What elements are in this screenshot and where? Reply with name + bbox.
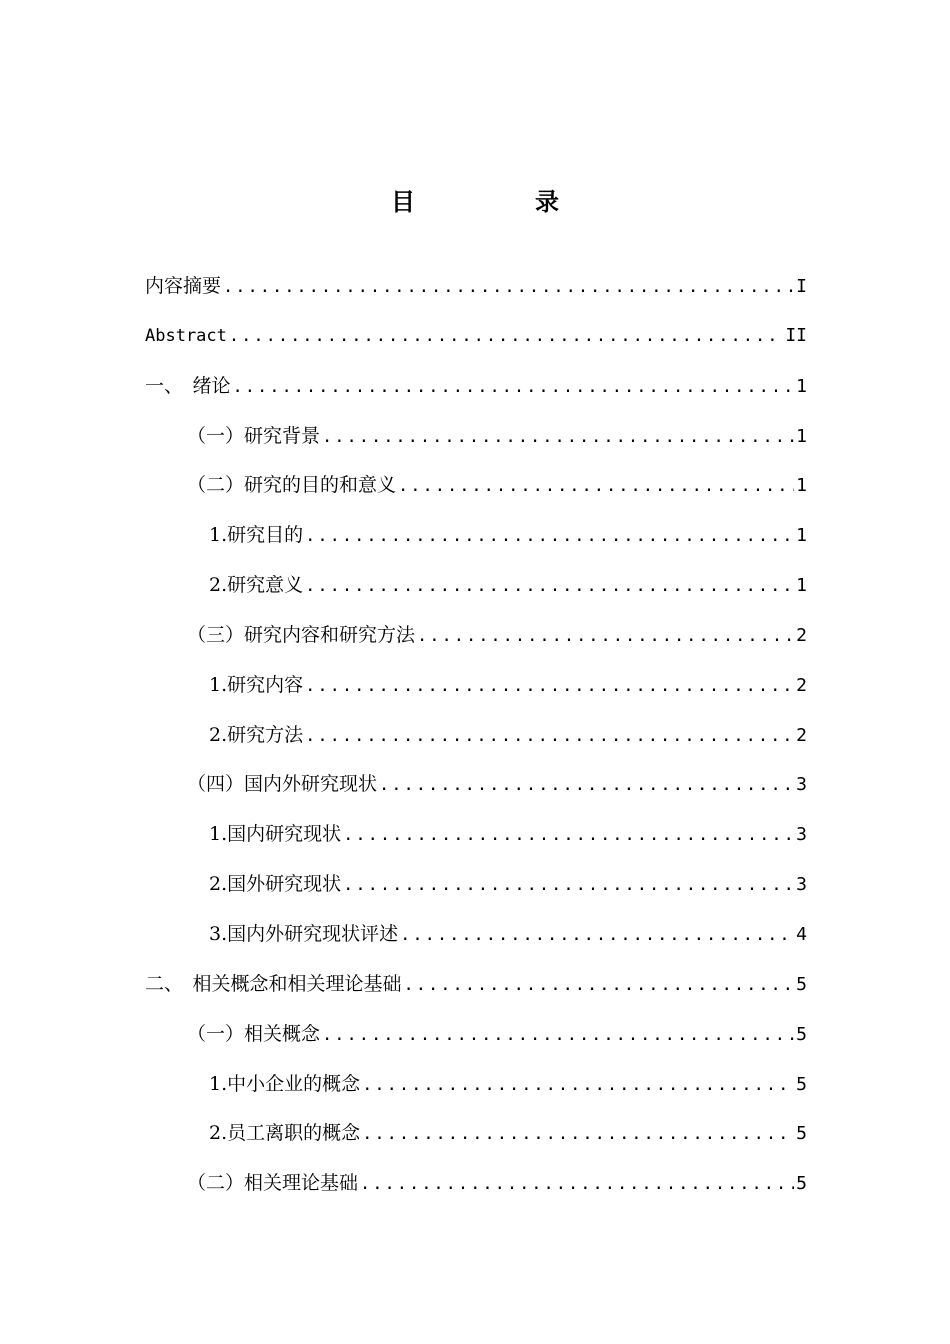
toc-entry[interactable]	[145, 515, 807, 565]
toc-entry-label: 2.研究意义	[209, 574, 304, 597]
toc-entry[interactable]	[145, 864, 807, 914]
table-of-contents	[145, 266, 807, 1213]
toc-entry[interactable]	[145, 615, 807, 665]
toc-entry[interactable]	[145, 715, 807, 765]
toc-entry-page-number: 3	[796, 824, 807, 846]
toc-entry-page-number: 1	[796, 375, 807, 397]
toc-dot-leader	[305, 516, 794, 556]
toc-dot-leader	[322, 417, 794, 457]
toc-entry-label: 2.国外研究现状	[209, 873, 342, 896]
toc-entry-page-number: 5	[796, 1173, 807, 1195]
toc-entry-page-number: 3	[796, 874, 807, 896]
toc-entry-label: 2.研究方法	[209, 723, 304, 746]
toc-entry-label: 一、 绪论	[145, 374, 231, 397]
toc-entry[interactable]	[145, 1064, 807, 1114]
toc-entry-page-number: 1	[796, 425, 807, 447]
toc-entry[interactable]	[145, 366, 807, 416]
toc-entry[interactable]	[145, 964, 807, 1014]
toc-entry-label: （四）国内外研究现状	[187, 773, 378, 796]
toc-dot-leader	[343, 865, 794, 905]
toc-entry[interactable]	[145, 1113, 807, 1163]
toc-entry-page-number: 2	[796, 624, 807, 646]
toc-entry-label: （二）相关理论基础	[187, 1172, 359, 1195]
toc-dot-leader	[360, 1164, 794, 1204]
toc-entry-label: 1.研究目的	[209, 524, 304, 547]
toc-entry-label: （一）研究背景	[187, 424, 321, 447]
toc-dot-leader	[417, 616, 794, 656]
toc-dot-leader	[379, 765, 794, 805]
toc-entry-page-number: 5	[796, 1073, 807, 1095]
toc-entry-label: 1.研究内容	[209, 673, 304, 696]
toc-entry-label: 1.中小企业的概念	[209, 1072, 361, 1095]
toc-dot-leader	[404, 965, 795, 1005]
toc-entry-label: （一）相关概念	[187, 1022, 321, 1045]
toc-entry-page-number: 4	[796, 923, 807, 945]
toc-entry-label: 2.员工离职的概念	[209, 1122, 361, 1145]
toc-dot-leader	[343, 815, 794, 855]
toc-entry-label: 二、 相关概念和相关理论基础	[145, 972, 402, 995]
toc-dot-leader	[398, 466, 794, 506]
toc-dot-leader	[362, 1065, 794, 1105]
toc-entry-page-number: 1	[796, 475, 807, 497]
toc-dot-leader	[233, 367, 795, 407]
toc-entry-page-number: 5	[796, 1123, 807, 1145]
toc-entry[interactable]	[145, 764, 807, 814]
toc-entry-label: 3.国内外研究现状评述	[209, 922, 399, 945]
toc-entry-page-number: 5	[796, 973, 807, 995]
toc-entry-page-number: 5	[796, 1023, 807, 1045]
toc-entry[interactable]	[145, 565, 807, 615]
toc-entry-page-number: 1	[796, 525, 807, 547]
toc-entry-label: Abstract	[145, 325, 227, 346]
toc-dot-leader	[223, 267, 794, 307]
toc-dot-leader	[400, 915, 794, 955]
toc-dot-leader	[229, 316, 783, 356]
toc-dot-leader	[322, 1015, 794, 1055]
toc-entry[interactable]	[145, 1163, 807, 1213]
toc-entry-label: （三）研究内容和研究方法	[187, 623, 416, 646]
toc-entry-page-number: 2	[796, 724, 807, 746]
toc-entry[interactable]	[145, 665, 807, 715]
toc-entry-page-number: 2	[796, 674, 807, 696]
toc-entry-page-number: 3	[796, 774, 807, 796]
page-title: 目 录	[391, 188, 607, 217]
toc-entry-page-number: II	[785, 324, 807, 346]
toc-entry[interactable]	[145, 465, 807, 515]
toc-entry[interactable]	[145, 914, 807, 964]
toc-entry-label: 1.国内研究现状	[209, 823, 342, 846]
toc-dot-leader	[362, 1114, 794, 1154]
toc-entry-label: （二）研究的目的和意义	[187, 474, 397, 497]
toc-dot-leader	[305, 666, 794, 706]
toc-entry-page-number: I	[796, 276, 807, 297]
toc-entry[interactable]	[145, 316, 807, 366]
toc-entry[interactable]	[145, 266, 807, 316]
toc-entry[interactable]	[145, 1014, 807, 1064]
toc-dot-leader	[305, 716, 794, 756]
toc-entry[interactable]	[145, 416, 807, 466]
toc-entry-page-number: 1	[796, 575, 807, 597]
toc-dot-leader	[305, 566, 794, 606]
toc-entry-label: 内容摘要	[145, 275, 222, 297]
toc-entry[interactable]	[145, 814, 807, 864]
